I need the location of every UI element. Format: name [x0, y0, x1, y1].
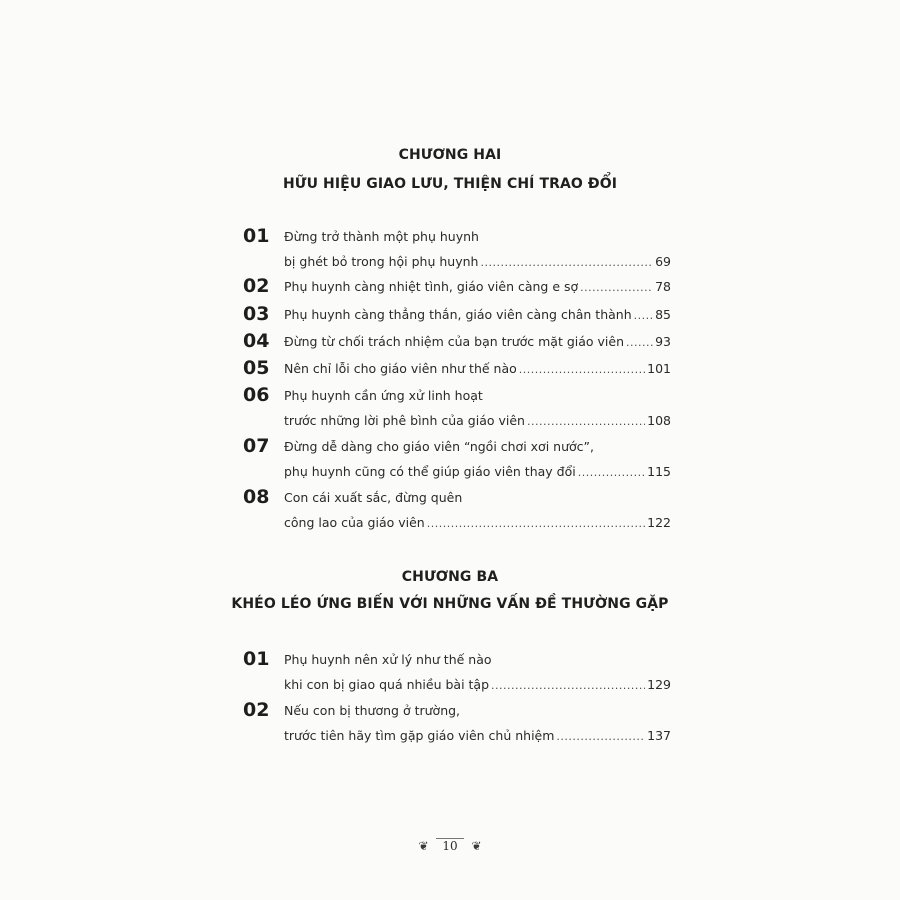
entry-line	[284, 462, 671, 482]
leader-dots	[580, 277, 653, 298]
page-ref: 78	[655, 279, 671, 294]
entry-line	[284, 437, 671, 457]
entry-text: Đừng từ chối trách nhiệm của bạn trước mặt giáo viên	[284, 334, 625, 349]
leader-dots	[556, 726, 645, 747]
entry-number: 06	[243, 384, 270, 406]
page-ref: 69	[655, 254, 671, 269]
entry-line	[284, 227, 671, 247]
page-number: 10	[436, 838, 463, 853]
entry-text: Phụ huynh càng thẳng thắn, giáo viên càng chân thành	[284, 307, 632, 322]
entry-line	[284, 386, 671, 406]
entry-line	[284, 701, 671, 721]
entry-number: 03	[243, 303, 270, 325]
entry-number: 02	[243, 275, 270, 297]
entry-text: Phụ huynh cần ứng xử linh hoạt	[284, 388, 483, 403]
entry-line	[284, 411, 671, 431]
leader-dots	[634, 305, 653, 326]
entry-number: 04	[243, 330, 270, 352]
page-ref: 137	[647, 728, 671, 743]
entry-text: Nếu con bị thương ở trường,	[284, 703, 461, 718]
entry-text: Nên chỉ lỗi cho giáo viên như thế nào	[284, 361, 517, 376]
entry-text: Đừng dễ dàng cho giáo viên “ngồi chơi xơi nước”,	[284, 439, 594, 454]
leader-dots	[480, 252, 653, 273]
entry-text: khi con bị giao quá nhiều bài tập	[284, 677, 490, 692]
chapter-title: KHÉO LÉO ỨNG BIẾN VỚI NHỮNG VẤN ĐỀ THƯỜNG GẶP	[231, 596, 669, 612]
page-ref: 129	[647, 677, 671, 692]
entry-text: bị ghét bỏ trong hội phụ huynh	[284, 254, 479, 269]
entry-text: Phụ huynh càng nhiệt tình, giáo viên càng e sợ	[284, 279, 579, 294]
page-ref: 122	[647, 515, 671, 530]
chapter-title: HỮU HIỆU GIAO LƯU, THIỆN CHÍ TRAO ĐỔI	[282, 176, 618, 192]
entry-number: 07	[243, 435, 270, 457]
entry-text: trước tiên hãy tìm gặp giáo viên chủ nhiệm	[284, 728, 555, 743]
entry-line	[284, 277, 671, 297]
toc-entry	[243, 486, 671, 546]
entry-text: phụ huynh cũng có thể giúp giáo viên thay đổi	[284, 464, 576, 479]
entry-number: 05	[243, 357, 270, 379]
toc-entry	[243, 699, 671, 759]
entry-number: 01	[243, 648, 270, 670]
page-ref: 115	[647, 464, 671, 479]
entry-number: 02	[243, 699, 270, 721]
entry-line	[284, 488, 671, 508]
entry-line	[284, 252, 671, 272]
entry-line	[284, 359, 671, 379]
page-footer	[0, 838, 900, 853]
page-ref: 93	[655, 334, 671, 349]
leaf-ornament-icon: ❦	[471, 838, 482, 853]
entry-text: công lao của giáo viên	[284, 515, 425, 530]
page-ref: 85	[655, 307, 671, 322]
entry-text: Phụ huynh nên xử lý như thế nào	[284, 652, 492, 667]
leader-dots	[578, 462, 645, 483]
entry-text: trước những lời phê bình của giáo viên	[284, 413, 525, 428]
leader-dots	[491, 675, 645, 696]
entry-text: Con cái xuất sắc, đừng quên	[284, 490, 463, 505]
entry-line	[284, 650, 671, 670]
entry-line	[284, 513, 671, 533]
leader-dots	[626, 332, 653, 353]
entry-line	[284, 675, 671, 695]
entry-line	[284, 726, 671, 746]
page-ref: 108	[647, 413, 671, 428]
entry-number: 08	[243, 486, 270, 508]
entry-line	[284, 332, 671, 352]
entry-number: 01	[243, 225, 270, 247]
leader-dots	[519, 359, 645, 380]
leader-dots	[427, 513, 645, 534]
page-ref: 101	[647, 361, 671, 376]
leaf-ornament-icon: ❦	[418, 838, 429, 853]
leader-dots	[527, 411, 645, 432]
entry-text: Đừng trở thành một phụ huynh	[284, 229, 479, 244]
chapter-label: CHƯƠNG BA	[401, 569, 499, 585]
entry-line	[284, 305, 671, 325]
chapter-label: CHƯƠNG HAI	[398, 147, 502, 163]
